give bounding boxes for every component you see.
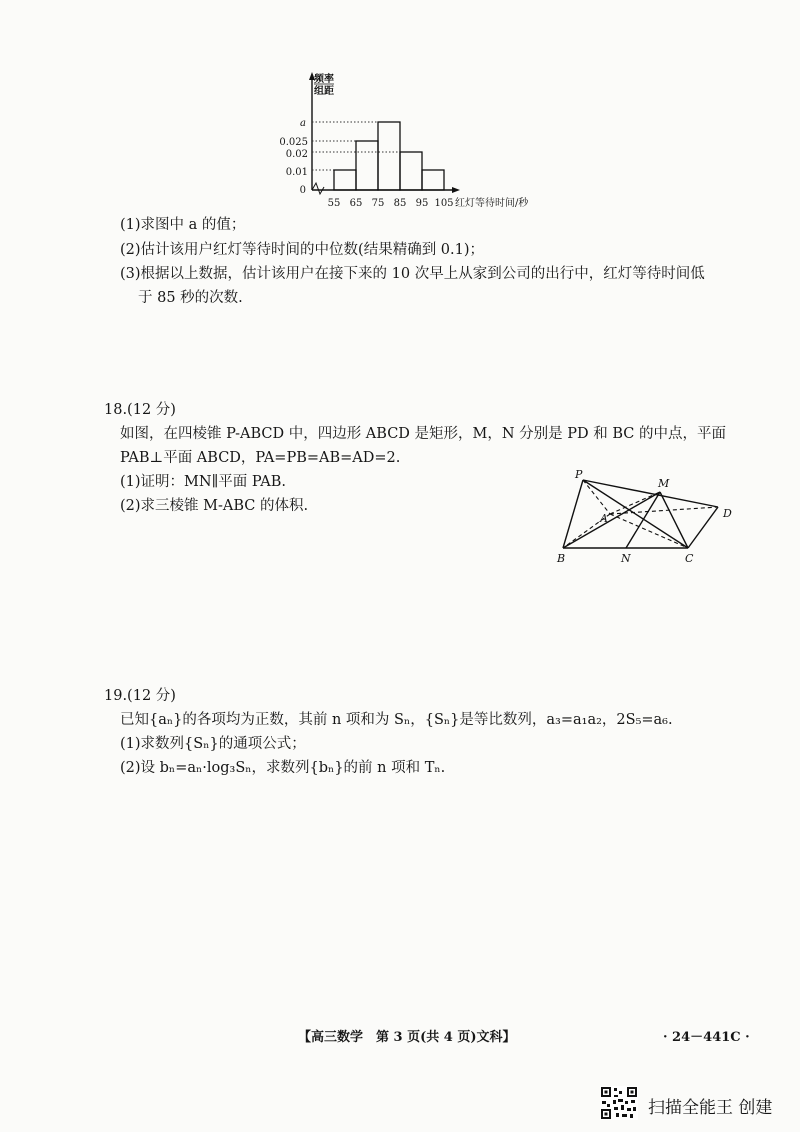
label-n: N [621,552,631,565]
q18-part1: (1)证明：MN∥平面 PAB. [120,474,287,490]
q19-part1: (1)求数列{Sₙ}的通项公式； [120,736,306,752]
x-tick-105: 105 [434,198,454,209]
y-tick-0: 0 [299,185,306,196]
q18-heading: 18.(12 分) [104,402,176,418]
bar-65-75 [356,141,378,190]
x-axis-label: 红灯等待时间/秒 [455,198,529,209]
label-a: A [600,512,608,525]
q19-heading: 19.(12 分) [104,688,176,704]
qr-code-icon [600,1086,638,1120]
bar-85-95 [400,152,422,190]
q18-part2: (2)求三棱锥 M-ABC 的体积. [120,498,309,514]
q19-part2: (2)设 bₙ=aₙ·log₃Sₙ，求数列{bₙ}的前 n 项和 Tₙ. [120,760,446,776]
y-tick-002: 0.02 [285,149,308,160]
x-tick-65: 65 [349,198,363,209]
q19-stem: 已知{aₙ}的各项均为正数，其前 n 项和为 Sₙ，{Sₙ}是等比数列，a₃=a₁a₂，2S₅=a₆. [120,712,673,728]
x-tick-55: 55 [327,198,341,209]
y-tick-0025: 0.025 [279,137,308,148]
x-tick-85: 85 [393,198,407,209]
q17-part3-line1: (3)根据以上数据，估计该用户在接下来的 10 次早上从家到公司的出行中，红灯等待时间低 [120,266,705,282]
bar-95-105 [422,170,444,190]
scanner-watermark-text: 扫描全能王 创建 [648,1098,773,1118]
x-tick-75: 75 [371,198,385,209]
pyramid-figure [548,462,748,572]
q17-part1: (1)求图中 a 的值； [120,217,246,233]
axis-break-icon [312,183,324,194]
q17-part2: (2)估计该用户红灯等待时间的中位数(结果精确到 0.1)； [120,242,485,258]
ylabel-bottom: 组距 [314,86,334,97]
label-b: B [557,552,566,565]
q18-stem-line2: PAB⊥平面 ABCD，PA=PB=AB=AD=2. [120,450,401,466]
page-code: · 24－441C · [663,1030,750,1045]
label-m: M [658,477,670,490]
x-tick-95: 95 [415,198,429,209]
q17-part3-line2: 于 85 秒的次数. [138,290,243,306]
y-tick-001: 0.01 [285,167,308,178]
bar-55-65 [334,170,356,190]
ylabel-top: 频率 [314,74,334,85]
histogram [270,70,560,210]
label-d: D [723,507,732,520]
page-footer: 【高三数学 第 3 页(共 4 页)文科】 [298,1030,516,1045]
q18-stem-line1: 如图，在四棱锥 P-ABCD 中，四边形 ABCD 是矩形，M，N 分别是 PD 和 BC 的中点，平面 [120,426,727,442]
y-tick-a: a [300,118,306,129]
label-p: P [575,468,583,481]
label-c: C [685,552,694,565]
bar-75-85 [378,122,400,190]
